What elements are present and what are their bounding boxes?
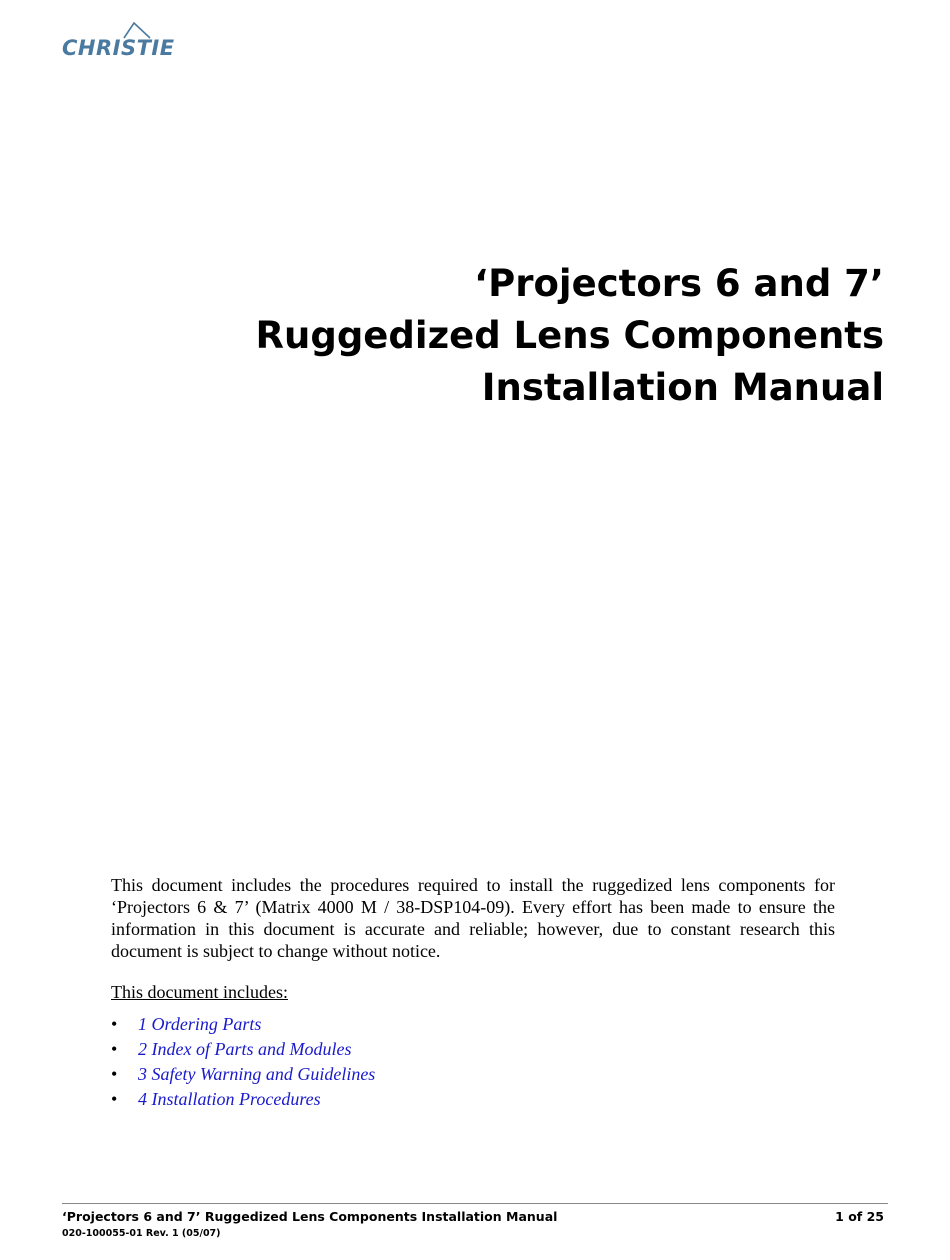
bullet-icon: • [111, 1014, 118, 1034]
logo-text: CHRISTIE [62, 36, 175, 60]
toc-link-safety-warning[interactable]: 3 Safety Warning and Guidelines [138, 1064, 376, 1084]
intro-paragraph: This document includes the procedures required to install the ruggedized lens components for ‘Projectors 6 & 7’ (Matrix 4000 M / 38-DSP104-09). Every effort has been made to ensure the information in this document is accurate and reliable; however, due to constant research this document is subject to change without notice. [111, 875, 835, 961]
footer-divider [62, 1203, 888, 1204]
revision-number: 020-100055-01 Rev. 1 (05/07) [62, 1228, 221, 1239]
footer-title: ‘Projectors 6 and 7’ Ruggedized Lens Components Installation Manual [62, 1209, 558, 1224]
toc-link-index-of-parts[interactable]: 2 Index of Parts and Modules [138, 1039, 352, 1059]
bullet-icon: • [111, 1039, 118, 1059]
toc-item [111, 1038, 375, 1063]
toc-item [111, 1063, 375, 1088]
christie-logo [62, 20, 184, 62]
title-line-2: Ruggedized Lens Components [255, 314, 884, 357]
toc-item [111, 1013, 375, 1038]
table-of-contents [111, 1013, 375, 1113]
toc-link-ordering-parts[interactable]: 1 Ordering Parts [138, 1014, 262, 1034]
bullet-icon: • [111, 1064, 118, 1084]
toc-item [111, 1088, 375, 1113]
title-line-1: ‘Projectors 6 and 7’ [474, 262, 884, 305]
document-title [256, 258, 885, 414]
toc-link-installation-procedures[interactable]: 4 Installation Procedures [138, 1089, 321, 1109]
includes-heading: This document includes: [111, 982, 288, 1002]
page-number: 1 of 25 [835, 1209, 884, 1224]
title-line-3: Installation Manual [481, 366, 884, 409]
bullet-icon: • [111, 1089, 118, 1109]
